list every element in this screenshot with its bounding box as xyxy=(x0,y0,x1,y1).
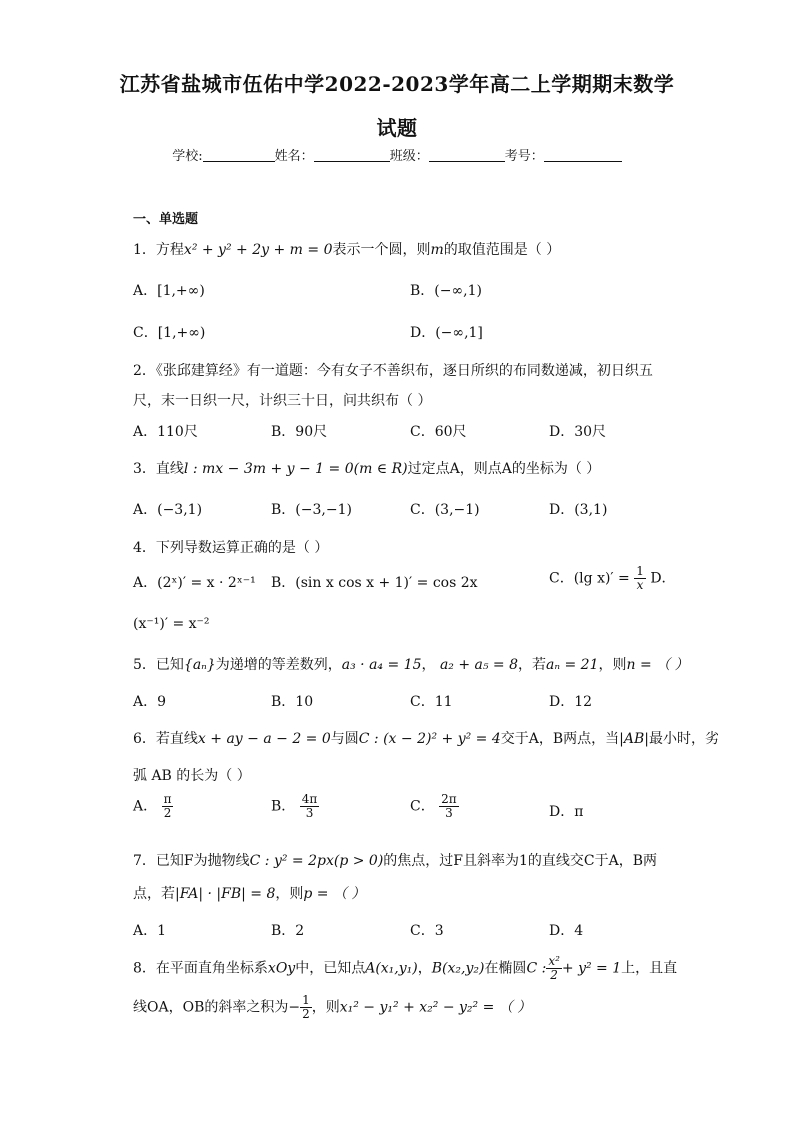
q5-cond2: a₂ + a₅ = 8 xyxy=(439,657,519,673)
q1-option-a[interactable]: A．[1,+∞) xyxy=(133,283,205,299)
q1-option-c[interactable]: C．[1,+∞) xyxy=(133,325,206,341)
q6-a-den: 2 xyxy=(163,806,172,820)
q3-option-c[interactable]: C．(3,−1) xyxy=(410,502,480,518)
question-2-stem-line1: 2．《张邱建算经》有一道题：今有女子不善织布，逐日所织的布同数递减，初日织五 xyxy=(133,363,653,379)
q7-condition: |FA| · |FB| = 8 xyxy=(175,886,276,902)
class-blank[interactable] xyxy=(429,147,505,162)
q8-text-b: 中，已知点 xyxy=(295,960,366,977)
q7-parabola-equation: C : y² = 2px(p > 0) xyxy=(249,853,384,869)
question-8-stem-line1 xyxy=(133,955,677,982)
school-label: 学校: xyxy=(172,149,203,164)
question-7-stem-line1 xyxy=(133,850,657,870)
q4-option-d[interactable]: (x⁻¹)′ = x⁻² xyxy=(133,616,210,632)
q5-option-c[interactable]: C．11 xyxy=(410,694,453,710)
q6-d-value: π xyxy=(574,804,584,820)
q4-frac-den: x xyxy=(636,578,644,592)
q5-text-a: 5．已知 xyxy=(133,657,184,673)
q1-var: m xyxy=(430,242,444,258)
q6-text-b: 与圆 xyxy=(330,731,359,747)
q4-frac-num: 1 xyxy=(636,564,644,578)
q6-option-a-label: A． xyxy=(133,798,158,815)
section-heading: 一、单选题 xyxy=(133,212,199,227)
q3-option-b[interactable]: B．(−3,−1) xyxy=(271,502,352,518)
q5-text-d: ，则 xyxy=(598,657,627,673)
q1-option-d[interactable]: D．(−∞,1] xyxy=(410,325,483,341)
q5-sequence: {aₙ} xyxy=(183,657,216,673)
q3-option-d[interactable]: D．(3,1) xyxy=(549,502,608,518)
q8-half-fraction xyxy=(300,994,312,1021)
q8-point-a: A(x₁,y₁) xyxy=(365,960,418,977)
q6-b-den: 3 xyxy=(305,806,314,820)
id-label: 考号： xyxy=(504,149,544,164)
q7-text-c: 点，若 xyxy=(133,886,175,902)
q6-c-den: 3 xyxy=(445,806,453,820)
q1-equation: x² + y² + 2y + m = 0 xyxy=(183,242,333,258)
q3-option-a[interactable]: A．(−3,1) xyxy=(133,502,203,518)
q2-option-c[interactable]: C．60尺 xyxy=(410,424,467,440)
q6-option-c-fraction xyxy=(439,793,459,820)
q1-option-b[interactable]: B．(−∞,1) xyxy=(410,283,482,299)
question-3-stem xyxy=(133,458,600,478)
page-title-line2: 试题 xyxy=(376,116,418,140)
q5-cond1: a₃ · a₄ = 15 xyxy=(341,657,422,673)
q2-option-b[interactable]: B．90尺 xyxy=(271,424,328,440)
q2-option-d[interactable]: D．30尺 xyxy=(549,424,607,440)
q4-option-b[interactable]: B．(sin x cos x + 1)′ = cos 2x xyxy=(271,575,478,591)
q6-text-a: 6．若直线 xyxy=(133,731,198,747)
q6-option-b[interactable] xyxy=(271,793,319,820)
q8-ellipse-suffix: + y² = 1 xyxy=(561,960,622,977)
q6-option-d[interactable] xyxy=(549,801,583,821)
q8-expression: x₁² − y₁² + x₂² − y₂² = （ ） xyxy=(339,999,532,1016)
q5-option-d[interactable]: D．12 xyxy=(549,694,593,710)
student-info-row xyxy=(0,145,794,164)
q6-option-b-label: B． xyxy=(271,798,296,815)
question-7-stem-line2 xyxy=(133,883,365,903)
q3-text-b: 过定点A，则点A的坐标为（ ） xyxy=(407,461,601,477)
question-6-stem-line2: 弧 AB 的长为（ ） xyxy=(133,768,251,784)
page-title-line1: 江苏省盐城市伍佑中学2022-2023学年高二上学期期末数学 xyxy=(119,72,675,96)
q8-ellipse-prefix: C : xyxy=(526,960,547,977)
id-blank[interactable] xyxy=(544,147,622,162)
q5-cond3: aₙ = 21 xyxy=(546,657,599,673)
q8-text-a: 8．在平面直角坐标系 xyxy=(133,960,268,977)
q5-text-b: 为递增的等差数列， xyxy=(215,657,342,673)
q4-option-c-prefix: C．(lg x)′ = xyxy=(549,570,630,587)
name-blank[interactable] xyxy=(314,147,390,162)
q7-option-d[interactable]: D．4 xyxy=(549,923,584,939)
q6-option-a-fraction xyxy=(162,793,174,820)
q5-text-c: ，若 xyxy=(518,657,547,673)
q1-text-b: 表示一个圆，则 xyxy=(332,242,431,258)
q7-text-a: 7．已知F为抛物线 xyxy=(133,853,250,869)
q6-line-equation: x + ay − a − 2 = 0 xyxy=(197,731,331,747)
q7-text-d: ，则 xyxy=(275,886,304,902)
q6-text-c: 交于A，B两点，当 xyxy=(500,731,620,747)
school-blank[interactable] xyxy=(203,147,275,162)
q8-text-d: 上，且直 xyxy=(621,960,678,977)
q3-text-a: 3．直线 xyxy=(133,461,184,477)
class-label: 班级： xyxy=(389,149,429,164)
q1-text-a: 1．方程 xyxy=(133,242,184,258)
q4-option-a[interactable]: A．(2ˣ)′ = x · 2ˣ⁻¹ xyxy=(133,575,256,591)
q6-b-num: 4π xyxy=(301,792,318,806)
q8-text-e: 线OA，OB的斜率之积为− xyxy=(133,999,301,1016)
question-1-stem xyxy=(133,239,560,259)
q4-fraction xyxy=(634,565,646,592)
q6-option-c-label: C． xyxy=(410,798,435,815)
q8-text-f: ，则 xyxy=(311,999,340,1016)
q6-c-num: 2π xyxy=(441,792,457,806)
q6-circle-equation: C : (x − 2)² + y² = 4 xyxy=(358,731,501,747)
name-label: 姓名： xyxy=(274,149,314,164)
q4-option-d-label: D． xyxy=(650,570,676,587)
question-4-stem: 4．下列导数运算正确的是（ ） xyxy=(133,540,329,556)
q8-point-b: B(x₂,y₂) xyxy=(431,960,485,977)
q7-text-e: p = （ ） xyxy=(303,886,366,902)
q8-separator: ， xyxy=(417,960,432,977)
q8-ell-den: 2 xyxy=(550,968,558,982)
question-6-stem-line1 xyxy=(133,728,719,748)
q1-text-c: 的取值范围是（ ） xyxy=(443,242,561,258)
q3-equation: l : mx − 3m + y − 1 = 0(m ∈ R) xyxy=(183,461,408,477)
q4-option-c[interactable] xyxy=(549,565,676,592)
q6-option-b-fraction xyxy=(300,793,320,820)
q7-option-c[interactable]: C．3 xyxy=(410,923,444,939)
question-8-stem-line2 xyxy=(133,994,531,1021)
q5-text-e: n = （ ） xyxy=(626,657,689,673)
q8-coord-system: xOy xyxy=(267,960,296,977)
q6-ab: |AB| xyxy=(619,731,650,747)
q8-half-num: 1 xyxy=(302,993,310,1007)
q6-option-a[interactable] xyxy=(133,793,173,820)
question-2-stem-line2: 尺，末一日织一尺，计织三十日，问共织布（ ） xyxy=(133,393,432,409)
q7-text-b: 的焦点，过F且斜率为1的直线交C于A，B两 xyxy=(383,853,658,869)
q6-option-c[interactable] xyxy=(410,793,459,820)
q2-option-a[interactable]: A．110尺 xyxy=(133,424,198,440)
q8-ellipse-fraction xyxy=(546,955,562,982)
q6-option-d-label: D． xyxy=(549,804,575,820)
question-5-stem: 5．已知{aₙ}为递增的等差数列，a₃ · a₄ = 15， a₂ + a₅ = 8，若aₙ = 21，则n = （ ） xyxy=(133,657,689,673)
q8-half-den: 2 xyxy=(302,1007,310,1021)
q8-text-c: 在椭圆 xyxy=(484,960,527,977)
q7-option-b[interactable]: B．2 xyxy=(271,923,305,939)
q8-ell-num: x² xyxy=(548,954,560,968)
q6-text-d: 最小时，劣 xyxy=(649,731,720,747)
q5-option-a[interactable]: A．9 xyxy=(133,694,167,710)
q6-a-num: π xyxy=(163,792,172,806)
q7-option-a[interactable]: A．1 xyxy=(133,923,167,939)
q5-option-b[interactable]: B．10 xyxy=(271,694,314,710)
